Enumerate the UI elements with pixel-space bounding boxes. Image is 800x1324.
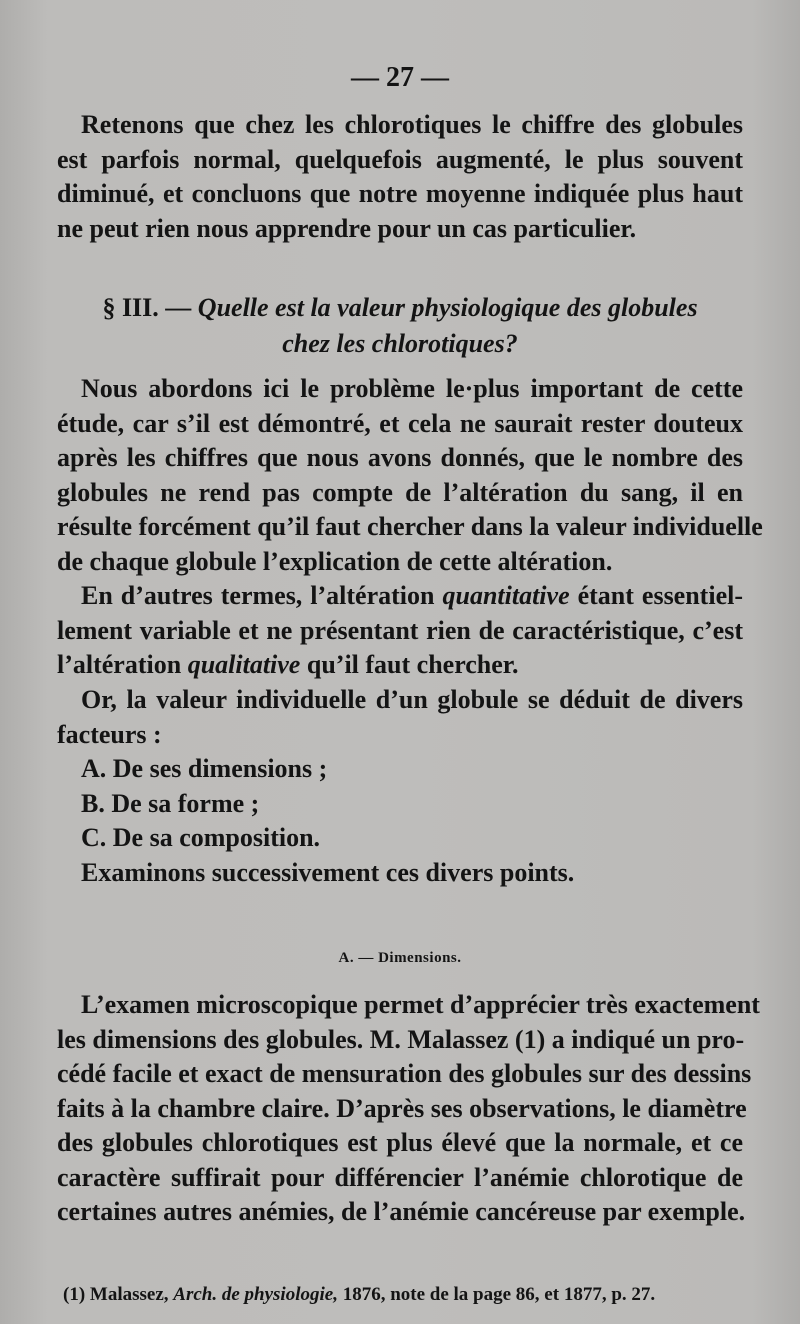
list-item: C. De sa composition. bbox=[81, 823, 321, 852]
text-line: Or, la valeur individuelle d’un globule se déduit de divers bbox=[81, 685, 743, 714]
factor-list bbox=[57, 752, 743, 856]
text-line bbox=[57, 579, 743, 614]
paragraph-1 bbox=[57, 108, 743, 246]
page-number: — 27 — bbox=[351, 62, 449, 93]
text-line: globules ne rend pas compte de l’altération du sang, il en bbox=[57, 477, 743, 507]
text-line: des globules chlorotiques est plus élevé que la normale, et ce bbox=[57, 1128, 743, 1157]
footnote-journal: Arch. de physiologie, bbox=[173, 1284, 338, 1305]
list-item: A. De ses dimensions ; bbox=[81, 754, 328, 783]
section-number: § III. — bbox=[102, 293, 198, 322]
text-line: facteurs : bbox=[57, 719, 162, 749]
text-line: diminué, et concluons que notre moyenne indiquée plus haut bbox=[57, 179, 743, 208]
text-line: Nous abordons ici le problème le·plus important de cette bbox=[81, 374, 743, 403]
text-line: ne peut rien nous apprendre pour un cas particulier. bbox=[57, 213, 637, 243]
text-line: les dimensions des globules. M. Malassez (1) a indiqué un pro- bbox=[57, 1024, 745, 1054]
section-title-cont: chez les chlorotiques? bbox=[282, 329, 518, 358]
section-heading bbox=[57, 290, 743, 362]
footnote-text: 1876, note de la page 86, et 1877, p. 27. bbox=[337, 1284, 656, 1305]
section-heading-line-1 bbox=[57, 290, 743, 326]
text-line: certaines autres anémies, de l’anémie cancéreuse par exemple. bbox=[57, 1197, 746, 1226]
text-line: résulte forcément qu’il faut chercher dans la valeur individuelle bbox=[57, 512, 763, 541]
text-line: après les chiffres que nous avons donnés, que le nombre des bbox=[57, 443, 743, 472]
paragraph-4 bbox=[57, 683, 743, 752]
paragraph-5 bbox=[57, 856, 743, 891]
text-line: est parfois normal, quelquefois augmenté, le plus souvent bbox=[57, 144, 743, 174]
text-line: faits à la chambre claire. D’après ses observations, le diamètre bbox=[57, 1093, 747, 1123]
text-line: de chaque globule l’explication de cette altération. bbox=[57, 546, 613, 576]
paragraph-3 bbox=[57, 579, 743, 683]
footnote bbox=[57, 1282, 743, 1308]
text-line: Retenons que chez les chlorotiques le chiffre des globules bbox=[81, 110, 743, 139]
list-item: B. De sa forme ; bbox=[81, 788, 260, 818]
text-line: lement variable et ne présentant rien de caractéristique, c’est bbox=[57, 615, 743, 645]
subheading: A. — Dimensions. bbox=[338, 950, 462, 966]
text-line: étude, car s’il est démontré, et cela ne saurait rester douteux bbox=[57, 408, 743, 438]
section-title: Quelle est la valeur physiologique des globules bbox=[197, 293, 698, 322]
text-line: L’examen microscopique permet d’apprécier très exactement bbox=[81, 990, 760, 1019]
text-line: cédé facile et exact de mensuration des globules sur des dessins bbox=[57, 1059, 752, 1088]
paragraph-6 bbox=[57, 988, 760, 1230]
paragraph-2 bbox=[57, 372, 763, 579]
footnote-text: (1) Malassez, bbox=[63, 1284, 174, 1305]
text-line bbox=[57, 648, 743, 683]
italic-term: quantitative bbox=[442, 581, 570, 610]
text-line: Examinons successivement ces divers points. bbox=[81, 858, 575, 887]
text-segment: qu’il faut chercher. bbox=[300, 650, 519, 679]
text-segment: En d’autres termes, l’altération bbox=[81, 581, 443, 610]
text-line: caractère suffirait pour différencier l’anémie chlorotique de bbox=[57, 1162, 743, 1192]
italic-term: qualitative bbox=[187, 650, 301, 679]
text-segment: étant essentiel- bbox=[569, 581, 743, 610]
section-heading-line-2 bbox=[57, 326, 743, 362]
text-segment: l’altération bbox=[57, 650, 188, 679]
